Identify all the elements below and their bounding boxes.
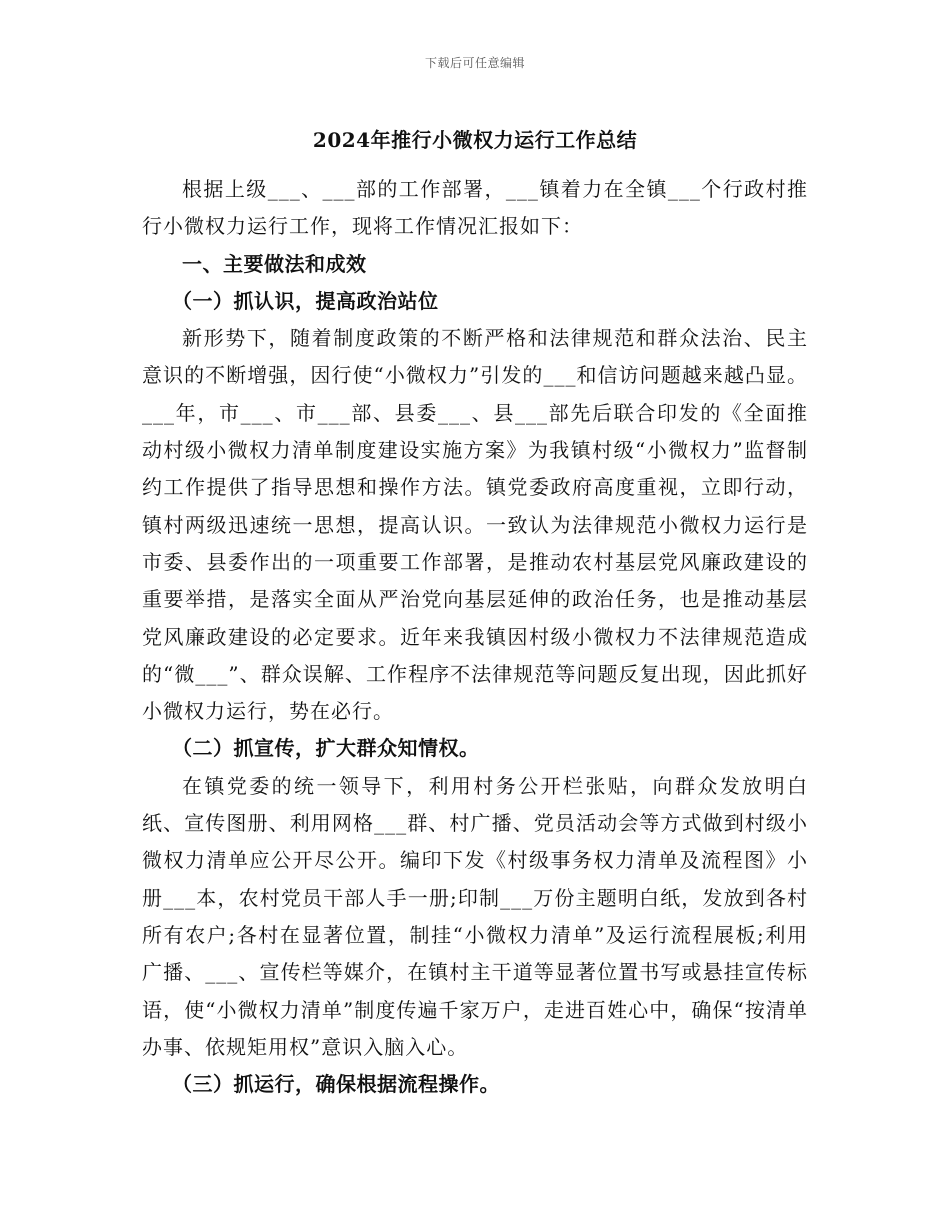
intro-paragraph: 根据上级___、___部的工作部署，___镇着力在全镇___个行政村推行小微权力运行工作，现将工作情况汇报如下： (142, 177, 808, 239)
section-heading-1: 一、主要做法和成效 (182, 251, 367, 276)
document-body (142, 171, 808, 1103)
subsection-heading-2: （二）抓宣传，扩大群众知情权。 (172, 736, 480, 761)
subsection-paragraph-1: 新形势下，随着制度政策的不断严格和法律规范和群众法治、民主意识的不断增强，因行使“小微权力”引发的___和信访问题越来越凸显。___年，市___、市___部、县委___、县___部先后联合印发的《全面推动村级小微权力清单制度建设实施方案》为我镇村级“小微权力”监督制约工作提供了指导思想和操作方法。镇党委政府高度重视，立即行动，镇村两级迅速统一思想，提高认识。一致认为法律规范小微权力运行是市委、县委作出的一项重要工作部署，是推动农村基层党风廉政建设的重要举措，是落实全面从严治党向基层延伸的政治任务，也是推动基层党风廉政建设的必定要求。近年来我镇因村级小微权力不法律规范造成的“微___”、群众误解、工作程序不法律规范等问题反复出现，因此抓好小微权力运行，势在必行。 (142, 326, 808, 724)
subsection-heading-3: （三）抓运行，确保根据流程操作。 (172, 1072, 500, 1097)
document-title: 2024年推行小微权力运行工作总结 (312, 128, 638, 152)
header-note: 下载后可任意编辑 (424, 56, 525, 70)
subsection-heading-1: （一）抓认识，提高政治站位 (172, 288, 439, 313)
subsection-paragraph-2: 在镇党委的统一领导下，利用村务公开栏张贴，向群众发放明白纸、宣传图册、利用网格___群、村广播、党员活动会等方式做到村级小微权力清单应公开尽公开。编印下发《村级事务权力清单及流程图》小册___本，农村党员干部人手一册;印制___万份主题明白纸，发放到各村所有农户;各村在显著位置，制挂“小微权力清单”及运行流程展板;利用广播、___、宣传栏等媒介，在镇村主干道等显著位置书写或悬挂宣传标语，使“小微权力清单”制度传遍千家万户，走进百姓心中，确保“按清单办事、依规矩用权”意识入脑入心。 (142, 773, 808, 1059)
